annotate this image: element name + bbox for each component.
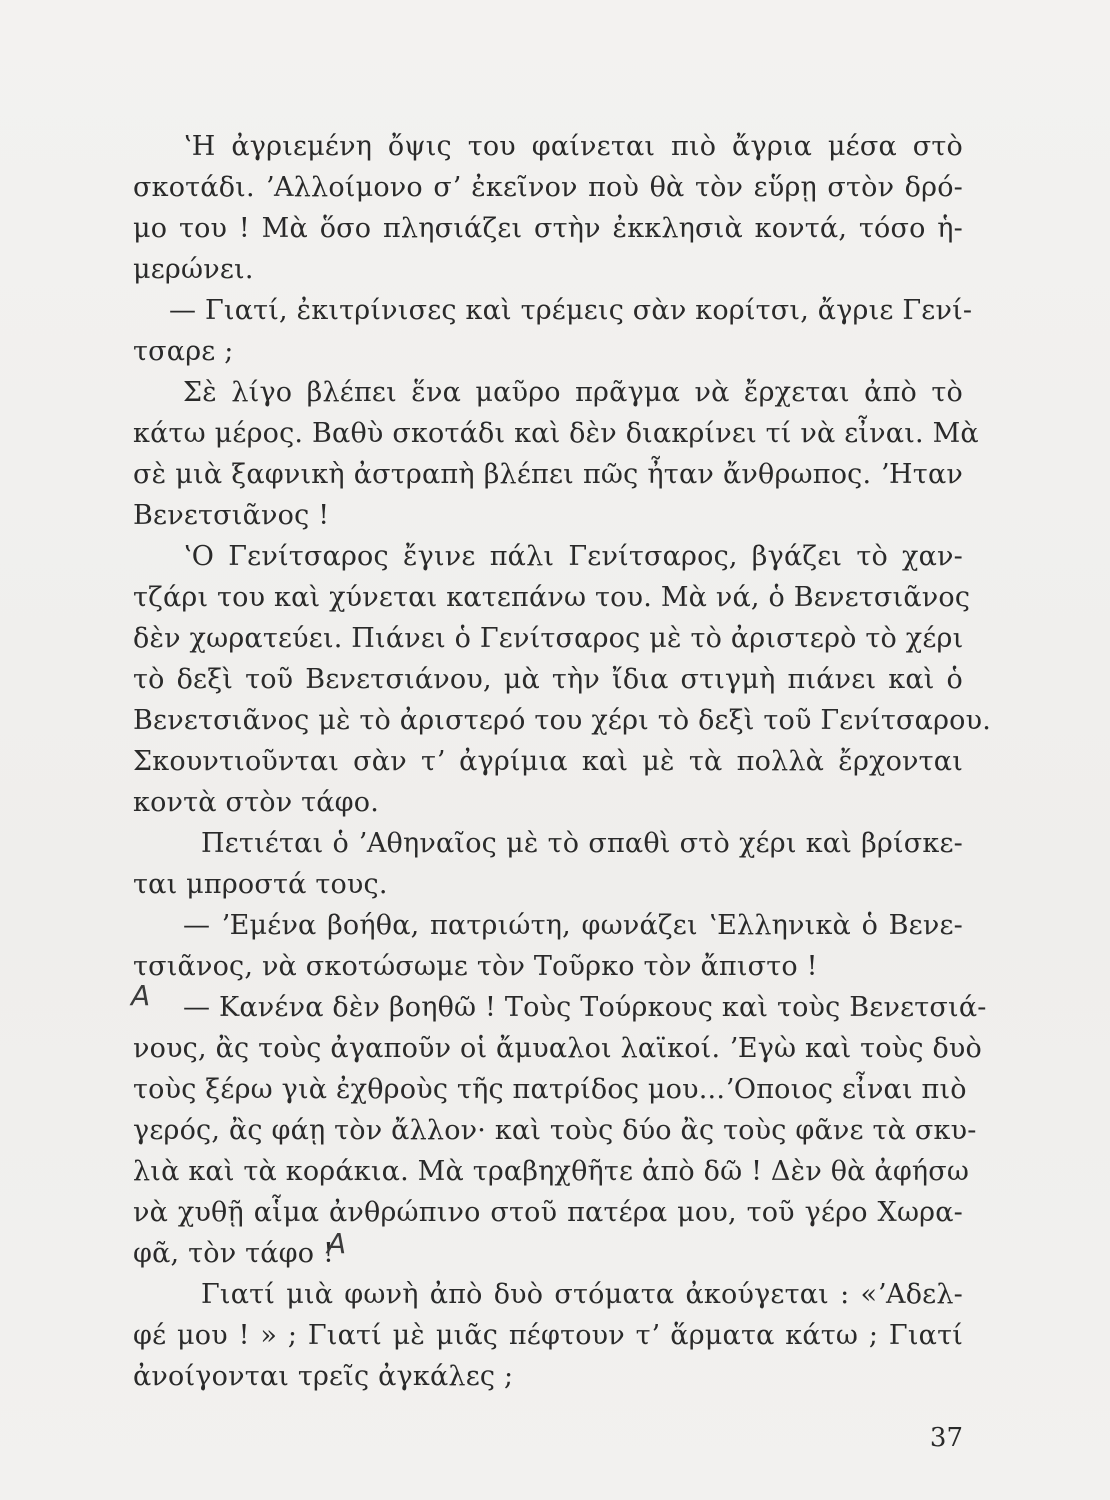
text-line: λιὰ καὶ τὰ κοράκια. Μὰ τραβηχθῆτε ἀπὸ δῶ ! Δὲν θὰ ἀφήσω (133, 1156, 970, 1187)
text-line: ἀνοίγονται τρεῖς ἀγκάλες ; (133, 1361, 514, 1392)
text-line: τὸ δεξὶ τοῦ Βενετσιάνου, μὰ τὴν ἴδια στιγμὴ πιάνει καὶ ὁ (133, 664, 963, 695)
handwritten-margin-mark: A (327, 1227, 347, 1260)
text-line: Γιατί μιὰ φωνὴ ἀπὸ δυὸ στόματα ἀκούγεται : «ʼΑδελ- (201, 1279, 963, 1310)
text-line: δὲν χωρατεύει. Πιάνει ὁ Γενίτσαρος μὲ τὸ ἀριστερὸ τὸ χέρι (133, 623, 964, 654)
text-line: — Γιατί, ἐκιτρίνισες καὶ τρέμεις σὰν κορίτσι, ἄγριε Γενί- (169, 295, 973, 326)
text-line: Σκουντιοῦνται σὰν τʼ ἀγρίμια καὶ μὲ τὰ πολλὰ ἔρχονται (133, 746, 963, 777)
text-line: ʽΟ Γενίτσαρος ἔγινε πάλι Γενίτσαρος, βγάζει τὸ χαν- (183, 541, 963, 572)
text-line: νους, ἂς τοὺς ἀγαποῦν οἱ ἄμυαλοι λαϊκοί. ʼΕγὼ καὶ τοὺς δυὸ (133, 1033, 982, 1064)
text-line: τζάρι του καὶ χύνεται κατεπάνω του. Μὰ νά, ὁ Βενετσιᾶνος (133, 582, 971, 613)
text-line: τσαρε ; (133, 336, 234, 367)
text-line: Βενετσιᾶνος μὲ τὸ ἀριστερό του χέρι τὸ δεξὶ τοῦ Γενίτσαρου. (133, 705, 992, 736)
text-line: κοντὰ στὸν τάφο. (133, 787, 380, 818)
text-line: σὲ μιὰ ξαφνικὴ ἀστραπὴ βλέπει πῶς ἦταν ἄνθρωπος. ʼΗταν (133, 459, 963, 490)
text-line: Πετιέται ὁ ʼΑθηναῖος μὲ τὸ σπαθὶ στὸ χέρι καὶ βρίσκε- (201, 828, 963, 859)
text-line: κάτω μέρος. Βαθὺ σκοτάδι καὶ δὲν διακρίνει τί νὰ εἶναι. Μὰ (133, 418, 979, 449)
text-line: μο του ! Μὰ ὅσο πλησιάζει στὴν ἐκκλησιὰ κοντά, τόσο ἡ- (133, 213, 963, 244)
text-line: γερός, ἂς φάῃ τὸν ἄλλον· καὶ τοὺς δύο ἂς τοὺς φᾶνε τὰ σκυ- (133, 1115, 977, 1146)
text-line: ʽΗ ἀγριεμένη ὄψις του φαίνεται πιὸ ἄγρια μέσα στὸ (183, 131, 963, 162)
text-line: Βενετσιᾶνος ! (133, 500, 330, 531)
text-line: τοὺς ξέρω γιὰ ἐχθροὺς τῆς πατρίδος μου...ʼΟποιος εἶναι πιὸ (133, 1074, 967, 1105)
text-line: ται μπροστά τους. (133, 869, 388, 900)
text-line: νὰ χυθῇ αἷμα ἀνθρώπινο στοῦ πατέρα μου, τοῦ γέρο Χωρα- (133, 1197, 963, 1228)
page-number: 37 (929, 1423, 963, 1453)
text-line: φᾶ, τὸν τάφο ! (133, 1238, 335, 1269)
text-line: φέ μου ! » ; Γιατί μὲ μιᾶς πέφτουν τʼ ἅρματα κάτω ; Γιατί (133, 1320, 963, 1351)
text-line: τσιᾶνος, νὰ σκοτώσωμε τὸν Τοῦρκο τὸν ἄπιστο ! (133, 951, 818, 982)
text-line: Σὲ λίγο βλέπει ἕνα μαῦρο πρᾶγμα νὰ ἔρχεται ἀπὸ τὸ (183, 377, 963, 408)
text-line: — ʼΕμένα βοήθα, πατριώτη, φωνάζει ʽΕλληνικὰ ὁ Βενε- (183, 910, 963, 941)
body-text (133, 126, 992, 1397)
text-line: μερώνει. (133, 254, 254, 285)
handwritten-margin-mark: A (131, 979, 151, 1012)
text-line: σκοτάδι. ʼΑλλοίμονο σʼ ἐκεῖνον ποὺ θὰ τὸν εὕρῃ στὸν δρό- (133, 172, 963, 203)
text-line: — Κανένα δὲν βοηθῶ ! Τοὺς Τούρκους καὶ τοὺς Βενετσιά- (183, 992, 987, 1023)
